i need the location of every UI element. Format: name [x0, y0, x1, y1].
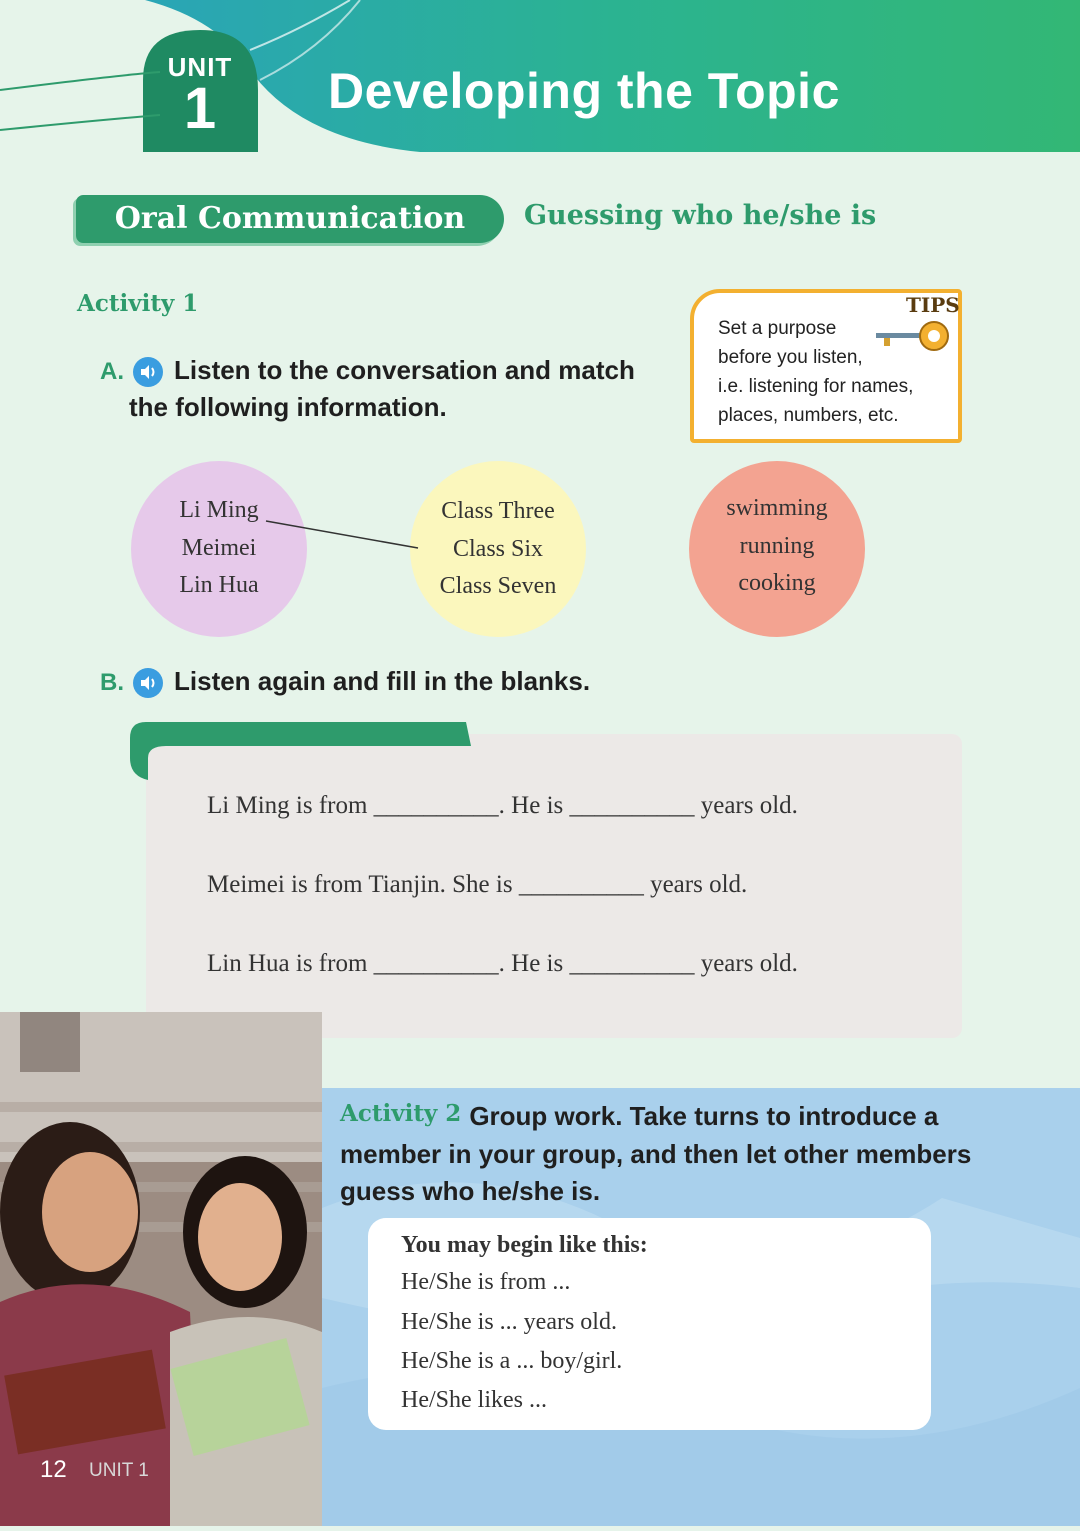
example-line: He/She is a ... boy/girl. — [401, 1348, 623, 1374]
tips-line: before you listen, — [718, 347, 863, 368]
part-b-letter: B. — [100, 669, 124, 696]
activity-2-line: guess who he/she is. — [340, 1176, 601, 1206]
example-title: You may begin like this: — [401, 1232, 648, 1258]
section-label: Oral Communication — [114, 201, 466, 236]
page-title: Developing the Topic — [328, 63, 840, 119]
activity-2-label: Activity 2 — [340, 1100, 462, 1127]
fill-sentence: Li Ming is from __________. He is __________ years old. — [207, 792, 798, 819]
section-subtitle: Guessing who he/she is — [524, 200, 877, 231]
tips-line: places, numbers, etc. — [718, 405, 899, 426]
name-item: Li Ming — [179, 497, 259, 523]
example-line: He/She is ... years old. — [401, 1309, 617, 1335]
students-photo-image — [0, 1012, 322, 1526]
class-item: Class Six — [452, 536, 544, 562]
match-line — [0, 0, 1080, 700]
fill-sentence: Meimei is from Tianjin. She is __________ years old. — [207, 871, 748, 898]
class-item: Class Three — [441, 498, 555, 524]
activity-2-line: Group work. Take turns to introduce a — [469, 1101, 939, 1131]
students-photo — [0, 1012, 322, 1526]
page-number: 12 — [40, 1456, 67, 1483]
name-item: Lin Hua — [179, 572, 259, 598]
fill-sentence: Lin Hua is from __________. He is __________ years old. — [207, 950, 798, 977]
example-line: He/She likes ... — [401, 1387, 547, 1413]
name-item: Meimei — [181, 535, 257, 561]
unit-label: UNIT — [167, 52, 233, 82]
part-b-instruction: Listen again and fill in the blanks. — [174, 666, 591, 696]
tips-line: Set a purpose — [718, 318, 837, 339]
fill-box-tab — [126, 718, 476, 782]
speaker-icon[interactable] — [133, 668, 163, 698]
part-a-instruction-1: Listen to the conversation and match — [174, 355, 635, 385]
hobby-item: running — [739, 533, 815, 559]
footer-unit: UNIT 1 — [89, 1460, 149, 1481]
part-a-letter: A. — [100, 358, 124, 385]
activity-1-label: Activity 1 — [77, 290, 199, 317]
part-a-instruction-2: the following information. — [129, 392, 447, 422]
speaker-icon-glyph — [133, 668, 163, 698]
hobby-item: swimming — [726, 495, 828, 521]
tips-label: TIPS — [906, 293, 960, 317]
unit-number: 1 — [183, 76, 217, 141]
example-line: He/She is from ... — [401, 1269, 571, 1295]
activity-2-line: member in your group, and then let other members — [340, 1139, 972, 1169]
class-item: Class Seven — [439, 573, 557, 599]
hobby-item: cooking — [738, 570, 816, 596]
tips-line: i.e. listening for names, — [718, 376, 914, 397]
